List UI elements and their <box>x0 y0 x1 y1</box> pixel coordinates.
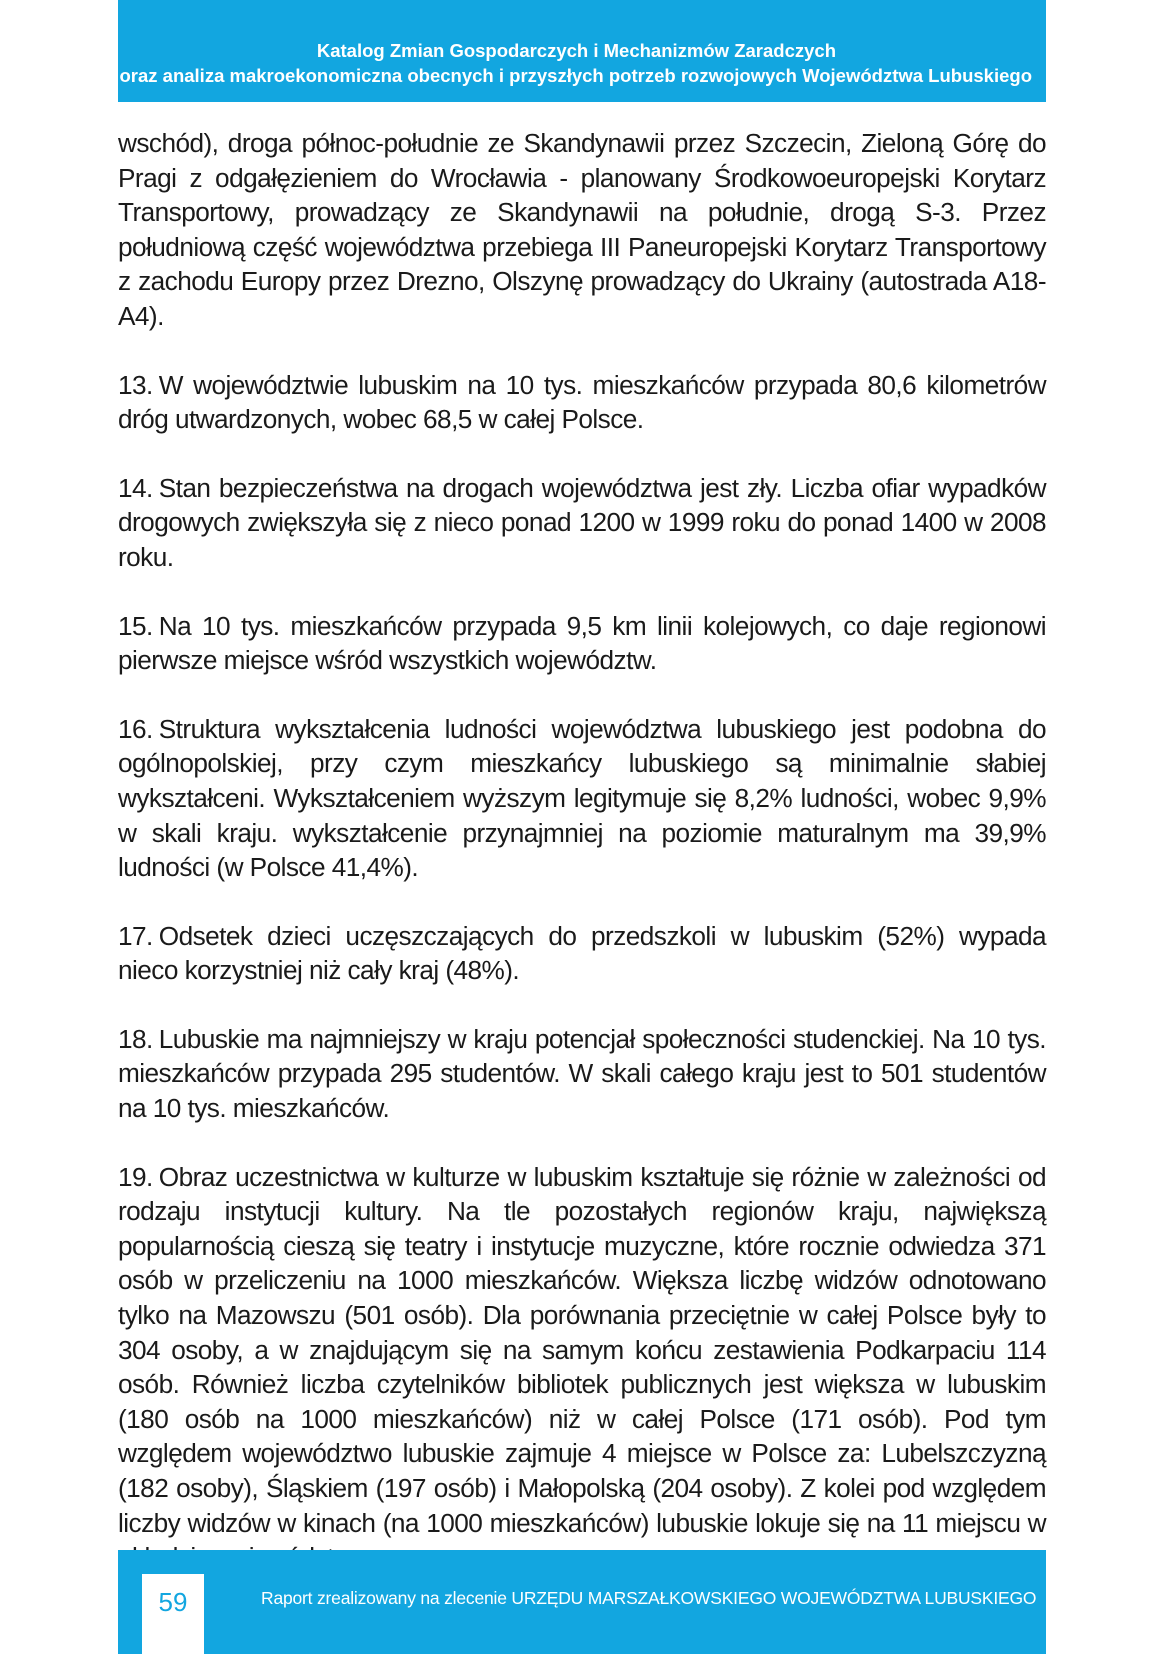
paragraph-continuation <box>118 126 1046 334</box>
item-number: 16. <box>118 713 153 744</box>
item-number: 17. <box>118 920 153 951</box>
paragraph-item-16 <box>118 712 1046 885</box>
paragraph-text: Na 10 tys. mieszkańców przypada 9,5 km linii kolejowych, co daje regionowi pierwsze miejsce wśród wszystkich województw. <box>118 610 1046 676</box>
paragraph-text: Odsetek dzieci uczęszczających do przedszkoli w lubuskim (52%) wypada nieco korzystniej niż cały kraj (48%). <box>118 920 1046 986</box>
paragraph-item-19 <box>118 1160 1046 1575</box>
paragraph-item-18 <box>118 1022 1046 1126</box>
footer-credit: Raport zrealizowany na zlecenie URZĘDU MARSZAŁKOWSKIEGO WOJEWÓDZTWA LUBUSKIEGO <box>261 1588 1037 1608</box>
item-number: 19. <box>118 1161 153 1192</box>
paragraph-text: Lubuskie ma najmniejszy w kraju potencjał społeczności studenckiej. Na 10 tys. mieszkańców przypada 295 studentów. W skali całego kraju jest to 501 studentów na 10 tys. mieszkańców. <box>118 1023 1046 1124</box>
page-footer <box>118 1550 1046 1654</box>
paragraph-text: wschód), droga północ-południe ze Skandynawii przez Szczecin, Zieloną Górę do Pragi z odgałęzieniem do Wrocławia - planowany Środkowoeuropejski Korytarz Transportowy, prowadzący ze Skandynawii na południe, drogą S-3. Przez południową część województwa przebiega III Paneuropejski Korytarz Transportowy z zachodu Europy przez Drezno, Olszynę prowadzący do Ukrainy (autostrada A18-A4). <box>118 128 1046 331</box>
paragraph-text: W województwie lubuskim na 10 tys. mieszkańców przypada 80,6 kilometrów dróg utwardzonych, wobec 68,5 w całej Polsce. <box>118 369 1046 435</box>
item-number: 15. <box>118 610 153 641</box>
item-number: 18. <box>118 1023 153 1054</box>
paragraph-item-17 <box>118 919 1046 988</box>
paragraph-item-13 <box>118 368 1046 437</box>
page-header <box>118 0 1046 102</box>
header-title-line-2: oraz analiza makroekonomiczna obecnych i przyszłych potrzeb rozwojowych Województwa Lubuskiego <box>119 65 1032 86</box>
header-title-line-1: Katalog Zmian Gospodarczych i Mechanizmów Zaradczych <box>316 40 836 61</box>
document-body <box>118 126 1046 1609</box>
paragraph-item-14 <box>118 471 1046 575</box>
page-number: 59 <box>142 1574 204 1654</box>
paragraph-item-15 <box>118 609 1046 678</box>
paragraph-text: Obraz uczestnictwa w kulturze w lubuskim kształtuje się różnie w zależności od rodzaju instytucji kultury. Na tle pozostałych regionów kraju, największą popularnością cieszą się teatry i instytucje muzyczne, które rocznie odwiedza 371 osób w przeliczeniu na 1000 mieszkańców. Większa liczbę widzów odnotowano tylko na Mazowszu (501 osób). Dla porównania przeciętnie w całej Polsce były to 304 osoby, a w znajdującym się na samym końcu zestawienia Podkarpaciu 114 osób. Również liczba czytelników bibliotek publicznych jest większa w lubuskim (180 osób na 1000 mieszkańców) niż w całej Polsce (171 osób). Pod tym względem województwo lubuskie zajmuje 4 miejsce w Polsce za: Lubelszczyzną (182 osoby), Śląskiem (197 osób) i Małopolską (204 osoby). Z kolei pod względem liczby widzów w kinach (na 1000 mieszkańców) lubuskie lokuje się na 11 miejscu w <box>118 1161 1046 1538</box>
paragraph-text: Struktura wykształcenia ludności województwa lubuskiego jest podobna do ogólnopolskiej, przy czym mieszkańcy lubuskiego są minimalnie słabiej wykształceni. Wykształceniem wyższym legitymuje się 8,2% ludności, wobec 9,9% w skali kraju. wykształcenie przynajmniej na poziomie maturalnym ma 39,9% ludności (w Polsce 41,4%). <box>118 713 1046 883</box>
paragraph-text: Stan bezpieczeństwa na drogach województwa jest zły. Liczba ofiar wypadków drogowych zwiększyła się z nieco ponad 1200 w 1999 roku do ponad 1400 w 2008 roku. <box>118 472 1046 572</box>
item-number: 13. <box>118 369 153 400</box>
item-number: 14. <box>118 472 153 503</box>
